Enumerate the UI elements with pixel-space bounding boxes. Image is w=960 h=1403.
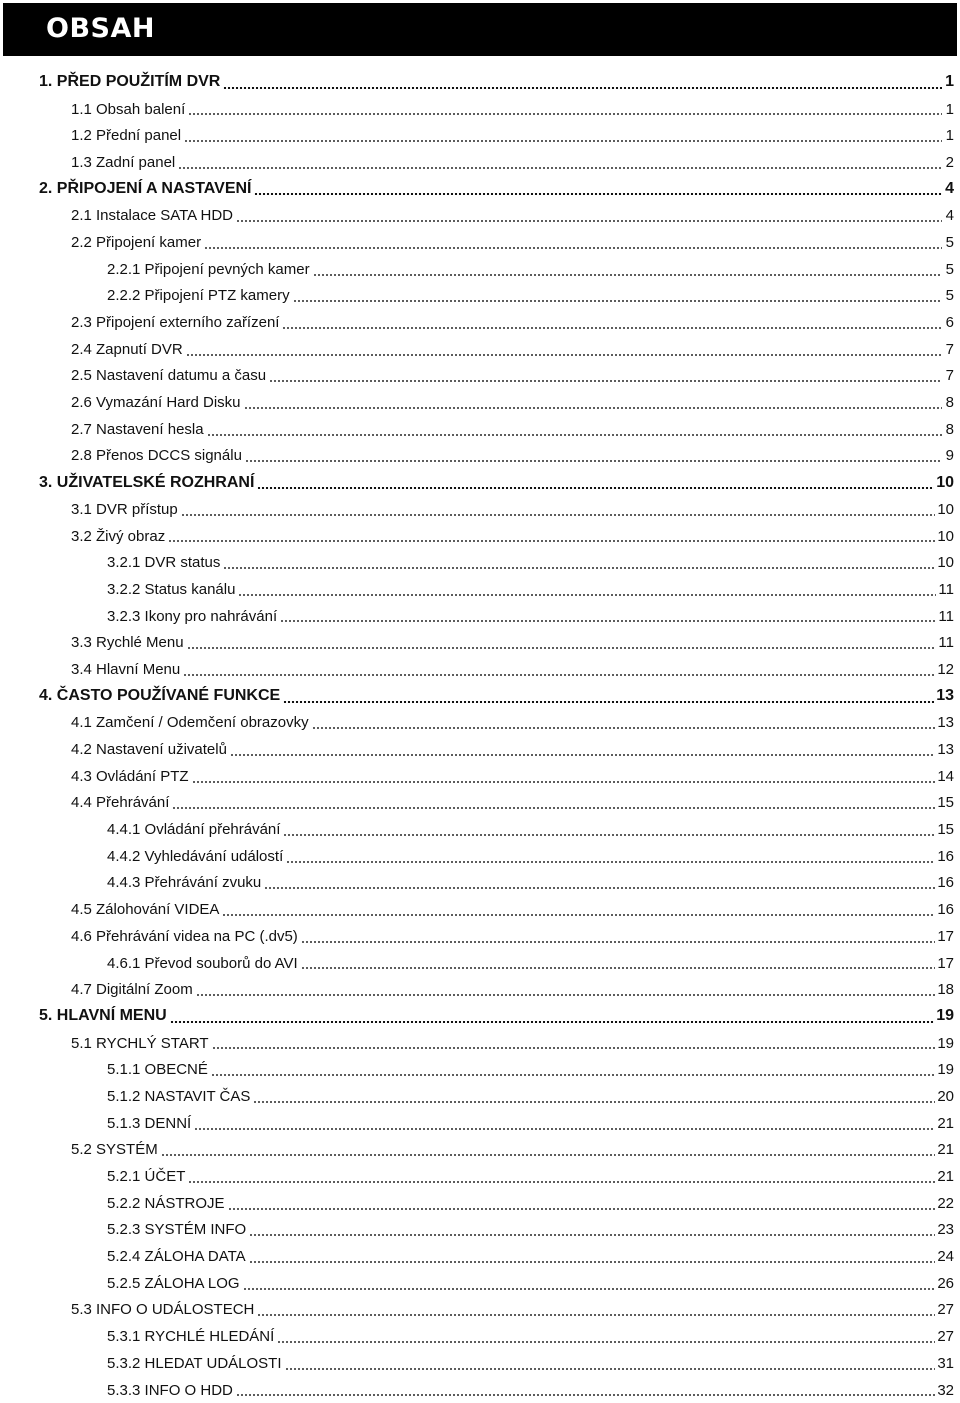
dot-leader <box>313 274 942 276</box>
toc-entry-label: 3.2 Živý obraz <box>71 527 166 545</box>
toc-page-number: 22 <box>937 1194 954 1212</box>
toc-subsection-entry[interactable] <box>0 576 960 603</box>
toc-page-number: 13 <box>936 687 954 705</box>
toc-page-number: 5 <box>945 260 954 278</box>
toc-page-number: 11 <box>938 634 954 652</box>
toc-section-entry[interactable] <box>0 1030 960 1057</box>
toc-subsection-entry[interactable] <box>0 843 960 870</box>
toc-page-number: 20 <box>937 1087 954 1105</box>
toc-entry-label: 3.3 Rychlé Menu <box>71 634 184 652</box>
toc-page-number: 4 <box>945 180 954 198</box>
toc-entry-label: 1.3 Zadní panel <box>71 153 176 171</box>
toc-page-number: 21 <box>937 1141 954 1159</box>
toc-section-entry[interactable] <box>0 389 960 416</box>
toc-subsection-entry[interactable] <box>0 1350 960 1377</box>
toc-section-entry[interactable] <box>0 202 960 229</box>
toc-subsection-entry[interactable] <box>0 870 960 897</box>
toc-subsection-entry[interactable] <box>0 816 960 843</box>
title-bar <box>3 3 957 56</box>
toc-page-number: 14 <box>937 767 954 785</box>
dot-leader <box>245 460 942 462</box>
toc-entry-label: 4.2 Nastavení uživatelů <box>71 741 227 759</box>
dot-leader <box>178 167 942 169</box>
dot-leader <box>168 540 935 542</box>
toc-entry-label: 5.3.1 RYCHLÉ HLEDÁNÍ <box>107 1328 275 1346</box>
dot-leader <box>188 113 942 115</box>
toc-page-number: 13 <box>937 741 954 759</box>
toc-entry-label: 4.4 Přehrávání <box>71 794 170 812</box>
toc-entry-label: 1.1 Obsah balení <box>71 100 186 118</box>
toc-entry-label: 3.2.1 DVR status <box>107 554 221 572</box>
toc-entry-label: 5.2.3 SYSTÉM INFO <box>107 1221 247 1239</box>
toc-section-entry[interactable] <box>0 309 960 336</box>
dot-leader <box>249 1261 936 1263</box>
toc-page-number: 24 <box>937 1248 954 1266</box>
toc-entry-label: 5.1.3 DENNÍ <box>107 1114 192 1132</box>
toc-entry-label: 3.2.2 Status kanálu <box>107 580 236 598</box>
dot-leader <box>170 1021 934 1023</box>
toc-page-number: 16 <box>937 847 954 865</box>
toc-page-number: 10 <box>936 473 954 491</box>
toc-page-number: 8 <box>945 394 954 412</box>
toc-page-number: 23 <box>937 1221 954 1239</box>
toc-page-number: 19 <box>937 1061 954 1079</box>
toc-page-number: 32 <box>937 1381 954 1399</box>
dot-leader <box>212 1047 936 1049</box>
toc-entry-label: 4.3 Ovládání PTZ <box>71 767 189 785</box>
toc-section-entry[interactable] <box>0 656 960 683</box>
page-title: OBSAH <box>46 13 155 44</box>
toc-entry-label: 2.8 Přenos DCCS signálu <box>71 447 242 465</box>
dot-leader <box>283 834 935 836</box>
dot-leader <box>312 727 936 729</box>
toc-section-entry[interactable] <box>0 416 960 443</box>
toc-page-number: 9 <box>945 447 954 465</box>
toc-entry-label: 5. HLAVNÍ MENU <box>39 1007 167 1025</box>
toc-entry-label: 5.2.2 NÁSTROJE <box>107 1194 225 1212</box>
toc-entry-label: 2.6 Vymazání Hard Disku <box>71 394 241 412</box>
toc-page-number: 2 <box>945 153 954 171</box>
toc-subsection-entry[interactable] <box>0 283 960 310</box>
dot-leader <box>207 434 942 436</box>
toc-page-number: 21 <box>937 1114 954 1132</box>
dot-leader <box>172 807 935 809</box>
dot-leader <box>223 567 935 569</box>
toc-entry-label: 3. UŽIVATELSKÉ ROZHRANÍ <box>39 473 255 491</box>
dot-leader <box>243 1288 936 1290</box>
dot-leader <box>277 1341 935 1343</box>
dot-leader <box>181 514 936 516</box>
toc-chapter-entry[interactable] <box>0 683 960 710</box>
toc-page-number: 10 <box>937 500 954 518</box>
toc-entry-label: 2.3 Připojení externího zařízení <box>71 314 280 332</box>
toc-entry-label: 2.5 Nastavení datumu a času <box>71 367 267 385</box>
toc-subsection-entry[interactable] <box>0 603 960 630</box>
toc-entry-label: 4.4.2 Vyhledávání událostí <box>107 847 284 865</box>
dot-leader <box>283 701 934 703</box>
toc-section-entry[interactable] <box>0 710 960 737</box>
toc-entry-label: 3.2.3 Ikony pro nahrávání <box>107 607 278 625</box>
toc-page-number: 4 <box>945 207 954 225</box>
toc-subsection-entry[interactable] <box>0 1110 960 1137</box>
toc-entry-label: 4.6 Přehrávání videa na PC (.dv5) <box>71 927 298 945</box>
toc-section-entry[interactable] <box>0 1297 960 1324</box>
toc-page-number: 19 <box>937 1034 954 1052</box>
dot-leader <box>230 754 935 756</box>
toc-page-number: 11 <box>938 607 954 625</box>
toc-entry-label: 5.2.1 ÚČET <box>107 1168 186 1186</box>
dot-leader <box>223 87 942 89</box>
toc-page-number: 13 <box>937 714 954 732</box>
toc-page-number: 7 <box>945 340 954 358</box>
toc-entry-label: 5.1.1 OBECNÉ <box>107 1061 208 1079</box>
toc-entry-label: 2.2.1 Připojení pevných kamer <box>107 260 310 278</box>
toc-entry-label: 4.1 Zamčení / Odemčení obrazovky <box>71 714 309 732</box>
dot-leader <box>204 247 942 249</box>
toc-entry-label: 5.3.3 INFO O HDD <box>107 1381 233 1399</box>
toc-subsection-entry[interactable] <box>0 1323 960 1350</box>
toc-entry-label: 1.2 Přední panel <box>71 127 182 145</box>
toc-section-entry[interactable] <box>0 122 960 149</box>
toc-page-number: 1 <box>945 73 954 91</box>
toc-page-number: 15 <box>937 794 954 812</box>
dot-leader <box>285 1368 936 1370</box>
dot-leader <box>269 380 942 382</box>
dot-leader <box>192 781 936 783</box>
toc-page-number: 12 <box>937 660 954 678</box>
toc-entry-label: 5.1 RYCHLÝ START <box>71 1034 209 1052</box>
toc-chapter-entry[interactable] <box>0 176 960 203</box>
toc-entry-label: 4.4.1 Ovládání přehrávání <box>107 821 281 839</box>
toc-page-number: 27 <box>937 1328 954 1346</box>
toc-page-number: 7 <box>945 367 954 385</box>
toc-entry-label: 5.2.5 ZÁLOHA LOG <box>107 1274 240 1292</box>
toc-entry-label: 2.1 Instalace SATA HDD <box>71 207 234 225</box>
toc-entry-label: 1. PŘED POUŽITÍM DVR <box>39 73 221 91</box>
dot-leader <box>184 140 942 142</box>
toc-page-number: 10 <box>937 527 954 545</box>
toc-page-number: 18 <box>937 981 954 999</box>
dot-leader <box>211 1074 935 1076</box>
toc-section-entry[interactable] <box>0 96 960 123</box>
toc-chapter-entry[interactable] <box>0 469 960 496</box>
toc-subsection-entry[interactable] <box>0 1163 960 1190</box>
toc-entry-label: 5.3 INFO O UDÁLOSTECH <box>71 1301 255 1319</box>
toc-page-number: 15 <box>937 821 954 839</box>
toc-section-entry[interactable] <box>0 923 960 950</box>
dot-leader <box>280 620 936 622</box>
toc-page-number: 17 <box>937 954 954 972</box>
dot-leader <box>222 914 935 916</box>
toc-entry-label: 4.6.1 Převod souborů do AVI <box>107 954 298 972</box>
table-of-contents <box>0 69 960 1403</box>
toc-subsection-entry[interactable] <box>0 256 960 283</box>
toc-page-number: 5 <box>945 287 954 305</box>
toc-subsection-entry[interactable] <box>0 1270 960 1297</box>
toc-chapter-entry[interactable] <box>0 1003 960 1030</box>
toc-entry-label: 4. ČASTO POUŽÍVANÉ FUNKCE <box>39 687 281 705</box>
toc-entry-label: 5.2 SYSTÉM <box>71 1141 158 1159</box>
dot-leader <box>253 1101 935 1103</box>
toc-section-entry[interactable] <box>0 443 960 470</box>
toc-entry-label: 4.4.3 Přehrávání zvuku <box>107 874 262 892</box>
dot-leader <box>254 193 942 195</box>
dot-leader <box>187 647 937 649</box>
toc-entry-label: 2. PŘIPOJENÍ A NASTAVENÍ <box>39 180 252 198</box>
toc-page-number: 17 <box>937 927 954 945</box>
dot-leader <box>264 887 935 889</box>
dot-leader <box>257 1314 935 1316</box>
toc-section-entry[interactable] <box>0 790 960 817</box>
toc-page-number: 21 <box>937 1168 954 1186</box>
toc-entry-label: 2.2 Připojení kamer <box>71 233 202 251</box>
toc-entry-label: 3.1 DVR přístup <box>71 500 178 518</box>
dot-leader <box>244 407 942 409</box>
toc-entry-label: 2.2.2 Připojení PTZ kamery <box>107 287 290 305</box>
dot-leader <box>301 967 936 969</box>
dot-leader <box>238 594 936 596</box>
toc-section-entry[interactable] <box>0 976 960 1003</box>
dot-leader <box>286 861 935 863</box>
toc-entry-label: 4.7 Digitální Zoom <box>71 981 193 999</box>
toc-page-number: 27 <box>937 1301 954 1319</box>
toc-section-entry[interactable] <box>0 736 960 763</box>
dot-leader <box>196 994 936 996</box>
toc-page-number: 16 <box>937 901 954 919</box>
toc-subsection-entry[interactable] <box>0 549 960 576</box>
toc-section-entry[interactable] <box>0 229 960 256</box>
dot-leader <box>228 1208 936 1210</box>
toc-page-number: 1 <box>945 127 954 145</box>
toc-entry-label: 5.1.2 NASTAVIT ČAS <box>107 1087 251 1105</box>
toc-subsection-entry[interactable] <box>0 1190 960 1217</box>
dot-leader <box>236 220 942 222</box>
toc-section-entry[interactable] <box>0 149 960 176</box>
toc-page-number: 16 <box>937 874 954 892</box>
toc-page-number: 5 <box>945 233 954 251</box>
toc-subsection-entry[interactable] <box>0 1377 960 1403</box>
dot-leader <box>301 941 936 943</box>
dot-leader <box>194 1128 935 1130</box>
toc-chapter-entry[interactable] <box>0 69 960 96</box>
toc-entry-label: 3.4 Hlavní Menu <box>71 660 181 678</box>
toc-section-entry[interactable] <box>0 896 960 923</box>
dot-leader <box>161 1154 936 1156</box>
toc-section-entry[interactable] <box>0 629 960 656</box>
dot-leader <box>183 674 935 676</box>
toc-section-entry[interactable] <box>0 363 960 390</box>
toc-page-number: 1 <box>945 100 954 118</box>
dot-leader <box>249 1234 935 1236</box>
toc-page-number: 6 <box>945 314 954 332</box>
toc-subsection-entry[interactable] <box>0 1083 960 1110</box>
toc-page-number: 8 <box>945 420 954 438</box>
toc-page-number: 11 <box>938 580 954 598</box>
toc-entry-label: 4.5 Zálohování VIDEA <box>71 901 220 919</box>
toc-section-entry[interactable] <box>0 523 960 550</box>
toc-entry-label: 2.4 Zapnutí DVR <box>71 340 183 358</box>
toc-subsection-entry[interactable] <box>0 1056 960 1083</box>
toc-section-entry[interactable] <box>0 763 960 790</box>
toc-entry-label: 5.2.4 ZÁLOHA DATA <box>107 1248 246 1266</box>
toc-subsection-entry[interactable] <box>0 1217 960 1244</box>
toc-subsection-entry[interactable] <box>0 950 960 977</box>
toc-entry-label: 5.3.2 HLEDAT UDÁLOSTI <box>107 1354 282 1372</box>
toc-section-entry[interactable] <box>0 336 960 363</box>
dot-leader <box>186 354 942 356</box>
toc-page-number: 10 <box>937 554 954 572</box>
toc-section-entry[interactable] <box>0 1137 960 1164</box>
dot-leader <box>282 327 942 329</box>
toc-section-entry[interactable] <box>0 496 960 523</box>
toc-page-number: 26 <box>937 1274 954 1292</box>
dot-leader <box>257 487 934 489</box>
toc-page-number: 19 <box>936 1007 954 1025</box>
dot-leader <box>293 300 942 302</box>
toc-page-number: 31 <box>937 1354 954 1372</box>
dot-leader <box>188 1181 935 1183</box>
toc-entry-label: 2.7 Nastavení hesla <box>71 420 204 438</box>
toc-subsection-entry[interactable] <box>0 1243 960 1270</box>
